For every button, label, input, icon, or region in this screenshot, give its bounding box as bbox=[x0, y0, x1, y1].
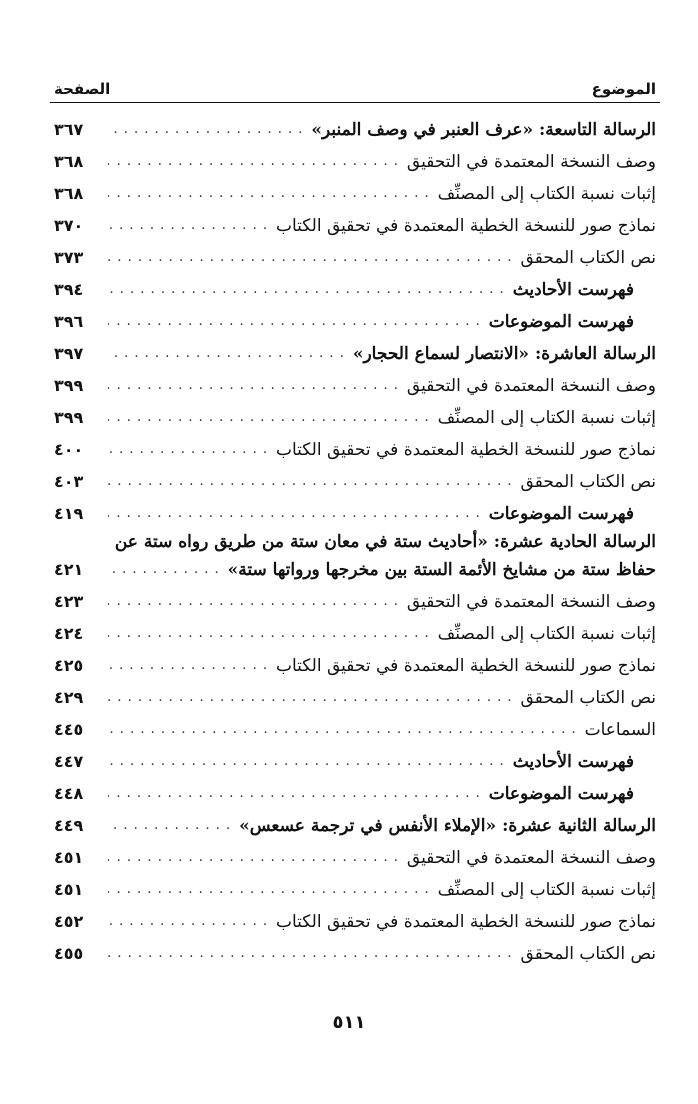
toc-entry bbox=[54, 938, 656, 970]
toc-entry-label: نماذج صور للنسخة الخطية المعتمدة في تحقيق الكتاب bbox=[275, 912, 656, 932]
toc-entry bbox=[54, 274, 656, 306]
dot-leader bbox=[108, 216, 268, 236]
dot-leader bbox=[108, 120, 303, 140]
toc-entry-label: نص الكتاب المحقق bbox=[520, 472, 656, 492]
toc-entry bbox=[54, 530, 656, 554]
dot-leader bbox=[108, 816, 231, 836]
toc-entry bbox=[54, 242, 656, 274]
toc-entry bbox=[54, 714, 656, 746]
toc-entry-page: ٤٤٧ bbox=[54, 752, 84, 771]
toc-entry bbox=[54, 434, 656, 466]
toc-entry-label: إثبات نسبة الكتاب إلى المصنِّف bbox=[437, 880, 656, 900]
toc-entry-title bbox=[407, 152, 656, 172]
toc-entry-title bbox=[521, 688, 656, 708]
toc-entry-book-title: «عرف العنبر في وصف المنبر» bbox=[311, 120, 534, 140]
toc-entry-page: ٤٥١ bbox=[54, 880, 84, 899]
toc-entry-label: فهرست الأحاديث bbox=[512, 752, 634, 772]
toc-entry-page: ٤٢١ bbox=[54, 560, 84, 579]
toc-entry-page: ٣٩٦ bbox=[54, 312, 84, 331]
toc-entry-title bbox=[276, 440, 656, 460]
toc-entry-label: نماذج صور للنسخة الخطية المعتمدة في تحقيق الكتاب bbox=[275, 656, 656, 676]
toc-entry-book-title: «الانتصار لسماع الحجار» bbox=[352, 344, 530, 364]
toc-entry-page: ٣٩٩ bbox=[54, 376, 84, 395]
toc-entry-label: فهرست الأحاديث bbox=[512, 280, 634, 300]
dot-leader bbox=[108, 376, 399, 396]
toc-entry-label: فهرست الموضوعات bbox=[488, 784, 634, 804]
dot-leader bbox=[108, 472, 513, 492]
toc-entry-title bbox=[115, 532, 656, 552]
toc-entry-book-title: «أحاديث ستة في معان ستة من طريق رواه ستة عن bbox=[114, 532, 488, 552]
toc-entry bbox=[54, 906, 656, 938]
toc-entry-page: ٣٦٨ bbox=[54, 184, 84, 203]
toc-entry-page: ٤٥١ bbox=[54, 848, 84, 867]
toc-entry-label: إثبات نسبة الكتاب إلى المصنِّف bbox=[437, 624, 656, 644]
toc-entry-page: ٣٧٣ bbox=[54, 248, 84, 267]
toc-entry-title bbox=[438, 624, 656, 644]
toc-entry-label: نماذج صور للنسخة الخطية المعتمدة في تحقيق الكتاب bbox=[275, 216, 656, 236]
toc-entry bbox=[54, 306, 656, 338]
toc-entry-label: وصف النسخة المعتمدة في التحقيق bbox=[406, 376, 656, 396]
header-divider bbox=[50, 102, 660, 103]
toc-entry bbox=[54, 842, 656, 874]
dot-leader bbox=[108, 592, 399, 612]
toc-entry bbox=[54, 746, 656, 778]
toc-entry-page: ٤٤٩ bbox=[54, 816, 84, 835]
topic-column-label: الموضوع bbox=[591, 80, 656, 98]
dot-leader bbox=[108, 344, 345, 364]
toc-entry-label: فهرست الموضوعات bbox=[488, 312, 634, 332]
toc-entry-title bbox=[407, 848, 656, 868]
toc-entry-title bbox=[407, 592, 656, 612]
toc-entry-page: ٤٥٢ bbox=[54, 912, 84, 931]
toc-entry-page: ٣٩٩ bbox=[54, 408, 84, 427]
toc-entry-label: وصف النسخة المعتمدة في التحقيق bbox=[406, 152, 656, 172]
toc-entry-page: ٤٥٥ bbox=[54, 944, 84, 963]
dot-leader bbox=[108, 752, 505, 772]
page-column-label: الصفحة bbox=[54, 80, 111, 98]
toc-entry-page: ٣٦٨ bbox=[54, 152, 84, 171]
toc-entry-label: السماعات bbox=[584, 720, 656, 740]
toc-entry-title bbox=[521, 944, 656, 964]
toc-entry-label: نماذج صور للنسخة الخطية المعتمدة في تحقيق الكتاب bbox=[275, 440, 656, 460]
toc-entry-label: الرسالة الحادية عشرة: bbox=[487, 532, 656, 552]
toc-entry-page: ٣٧٠ bbox=[54, 216, 84, 235]
toc-entry-label: الرسالة العاشرة: bbox=[529, 344, 656, 364]
toc-entry bbox=[54, 810, 656, 842]
toc-entry bbox=[54, 778, 656, 810]
toc-entry-label: نص الكتاب المحقق bbox=[520, 688, 656, 708]
toc-entry-label: نص الكتاب المحقق bbox=[520, 248, 656, 268]
toc-entry-title bbox=[311, 120, 656, 140]
toc-entry-title bbox=[438, 880, 656, 900]
toc-entry bbox=[54, 178, 656, 210]
toc-entry bbox=[54, 618, 656, 650]
dot-leader bbox=[108, 408, 430, 428]
toc-entry-page: ٤١٩ bbox=[54, 504, 84, 523]
toc-entry-label: إثبات نسبة الكتاب إلى المصنِّف bbox=[437, 408, 656, 428]
dot-leader bbox=[108, 184, 430, 204]
toc-entry-page: ٤٤٨ bbox=[54, 784, 84, 803]
toc-entry-page: ٤٢٩ bbox=[54, 688, 84, 707]
toc-entry bbox=[54, 370, 656, 402]
toc-entry bbox=[54, 114, 656, 146]
dot-leader bbox=[108, 656, 268, 676]
toc-entry-title bbox=[228, 560, 656, 580]
toc-entry bbox=[54, 874, 656, 906]
dot-leader bbox=[108, 912, 268, 932]
toc-entry-title bbox=[489, 312, 656, 332]
toc-entry-page: ٤٢٥ bbox=[54, 656, 84, 675]
toc-entry-title bbox=[489, 784, 656, 804]
toc-entry-title bbox=[513, 752, 656, 772]
toc-entry-book-title: «الإملاء الأنفس في ترجمة عسعس» bbox=[239, 816, 497, 836]
toc-entry-label: نص الكتاب المحقق bbox=[520, 944, 656, 964]
toc-entry-title bbox=[276, 656, 656, 676]
dot-leader bbox=[108, 624, 430, 644]
dot-leader bbox=[108, 944, 513, 964]
toc-entry-label: وصف النسخة المعتمدة في التحقيق bbox=[406, 848, 656, 868]
toc-entry-title bbox=[353, 344, 656, 364]
toc-entry bbox=[54, 466, 656, 498]
toc-entry-title bbox=[521, 472, 656, 492]
toc-entry bbox=[54, 498, 656, 530]
toc-entry-title bbox=[239, 816, 656, 836]
toc-entry-page: ٣٦٧ bbox=[54, 120, 84, 139]
toc-entry-label: إثبات نسبة الكتاب إلى المصنِّف bbox=[437, 184, 656, 204]
toc-entry-page: ٤٢٣ bbox=[54, 592, 84, 611]
dot-leader bbox=[108, 560, 220, 580]
toc-entry bbox=[54, 402, 656, 434]
toc-entry-title bbox=[276, 216, 656, 236]
toc-entry-label: الرسالة الثانية عشرة: bbox=[496, 816, 656, 836]
toc-entry-page: ٤٠٠ bbox=[54, 440, 84, 459]
toc-entry-title bbox=[407, 376, 656, 396]
dot-leader bbox=[108, 848, 399, 868]
table-of-contents bbox=[54, 114, 656, 970]
toc-entry-title bbox=[276, 912, 656, 932]
toc-entry-title bbox=[521, 248, 656, 268]
dot-leader bbox=[108, 504, 481, 524]
dot-leader bbox=[108, 440, 268, 460]
toc-entry bbox=[54, 338, 656, 370]
toc-entry bbox=[54, 554, 656, 586]
toc-entry-title bbox=[513, 280, 656, 300]
toc-entry-book-title: حفاظ ستة من مشايخ الأئمة الستة بين مخرجها ورواتها ستة» bbox=[227, 560, 656, 580]
dot-leader bbox=[108, 784, 481, 804]
dot-leader bbox=[108, 248, 513, 268]
toc-entry-title bbox=[489, 504, 656, 524]
toc-entry-page: ٣٩٧ bbox=[54, 344, 84, 363]
page-number: ٥١١ bbox=[332, 1012, 366, 1033]
toc-entry-page: ٤٤٥ bbox=[54, 720, 84, 739]
dot-leader bbox=[108, 720, 577, 740]
toc-entry-title bbox=[438, 184, 656, 204]
toc-header bbox=[54, 70, 656, 98]
toc-entry-label: فهرست الموضوعات bbox=[488, 504, 634, 524]
toc-entry bbox=[54, 682, 656, 714]
toc-entry-label: وصف النسخة المعتمدة في التحقيق bbox=[406, 592, 656, 612]
toc-entry bbox=[54, 650, 656, 682]
toc-entry-page: ٤٠٣ bbox=[54, 472, 84, 491]
toc-entry-title bbox=[438, 408, 656, 428]
toc-entry-page: ٤٢٤ bbox=[54, 624, 84, 643]
toc-entry bbox=[54, 586, 656, 618]
toc-entry bbox=[54, 146, 656, 178]
dot-leader bbox=[108, 312, 481, 332]
toc-entry-label: الرسالة التاسعة: bbox=[533, 120, 656, 140]
dot-leader bbox=[108, 280, 505, 300]
toc-entry-title bbox=[585, 720, 656, 740]
toc-entry bbox=[54, 210, 656, 242]
dot-leader bbox=[108, 152, 399, 172]
toc-entry-page: ٣٩٤ bbox=[54, 280, 84, 299]
dot-leader bbox=[108, 880, 430, 900]
dot-leader bbox=[108, 688, 513, 708]
